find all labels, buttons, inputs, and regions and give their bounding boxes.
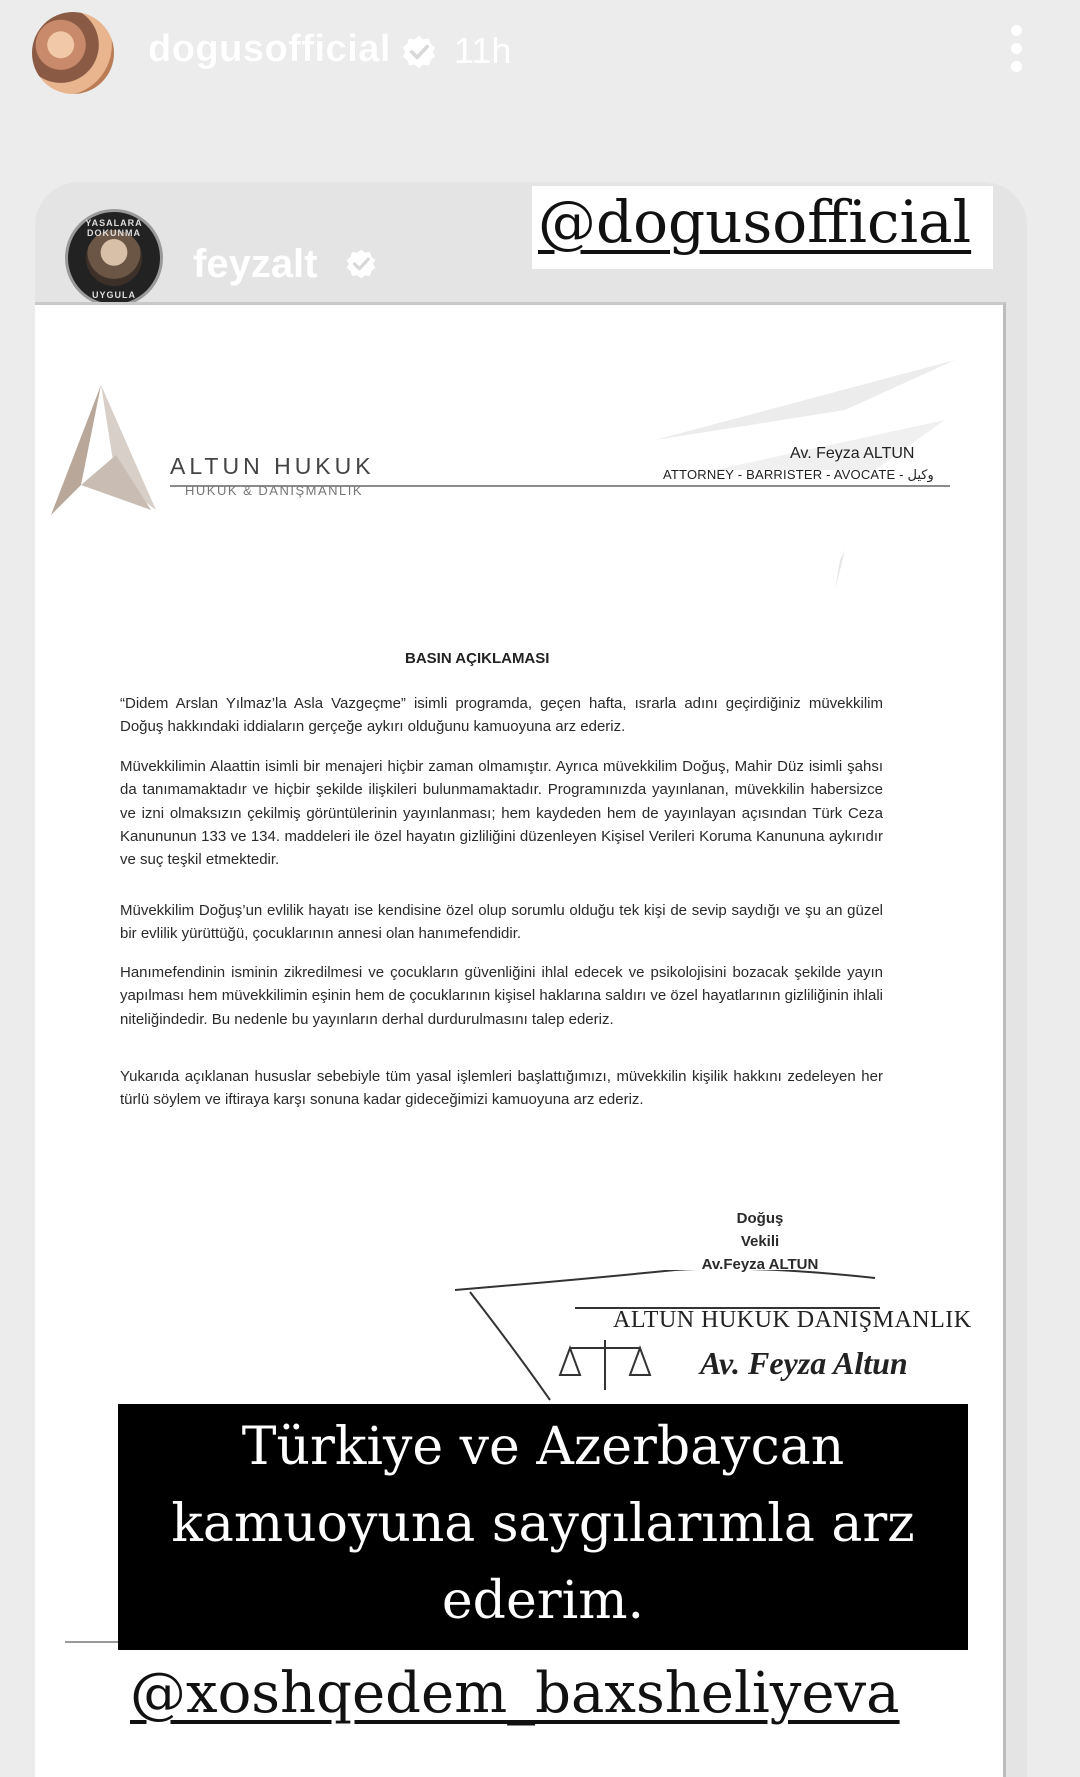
- firm-name: ALTUN HUKUK: [170, 453, 375, 479]
- mention-sticker-top[interactable]: @dogusofficial: [538, 188, 972, 256]
- firm-logo-icon: [41, 385, 161, 525]
- caption-line: Türkiye ve Azerbaycan: [241, 1417, 845, 1477]
- document-paragraph: Hanımefendinin isminin zikredilmesi ve çocukların güvenliğini ihlal edecek ve psikolojisini bozacak şekilde yayın yapılması hem müvekkilimin eşinin hem de çocuklarının kişisel haklarına saldırı ve özel hayatlarının gizliliğinin ihlali niteliğindedir. Bu nedenle bu yayınların derhal durdurulmasını talep ederiz.: [120, 964, 883, 1028]
- shared-post-username[interactable]: feyzalt: [193, 242, 318, 286]
- verified-badge-icon: [345, 248, 377, 280]
- caption-text-box: [118, 1404, 968, 1650]
- story-username[interactable]: dogusofficial: [148, 28, 391, 70]
- avatar-ring-text-top: YASALARA DOKUNMA: [85, 218, 143, 238]
- attorney-title: ATTORNEY - BARRISTER - AVOCATE - وکیل: [663, 467, 934, 482]
- shared-post-avatar[interactable]: [65, 209, 163, 307]
- profile-avatar[interactable]: [32, 12, 114, 94]
- stamp-firm-name: ALTUN HUKUK DANIŞMANLIK: [613, 1307, 972, 1333]
- document-paragraph: Müvekkilim Doğuş’un evlilik hayatı ise kendisine özel olup sorumlu olduğu tek kişi de sevip saydığı ve şu an güzel bir evlilik yürüttüğü, çocuklarının annesi olan hanımefendidir.: [120, 902, 883, 943]
- firm-subtitle: HUKUK & DANIŞMANLIK: [185, 483, 364, 498]
- document-paragraph: Yukarıda açıklanan hususlar sebebiyle tüm yasal işlemleri başlattığımızı, müvekkilin kişilik hakkını zedeleyen her türlü söylem ve iftiraya karşı sonuna kadar gideceğimizi kamuoyuna arz ederiz.: [120, 1068, 883, 1109]
- verified-badge-icon: [401, 34, 437, 70]
- attorney-name: Av. Feyza ALTUN: [790, 445, 915, 462]
- mention-sticker-bottom[interactable]: @xoshqedem_baxsheliyeva: [130, 1661, 900, 1726]
- signature-line: Av.Feyza ALTUN: [701, 1256, 819, 1273]
- signature-block: [675, 1207, 845, 1276]
- story-timestamp: 11h: [454, 30, 512, 71]
- signature-line: Vekili: [740, 1233, 780, 1250]
- document-paragraph: Müvekkilimin Alaattin isimli bir menajeri hiçbir zaman olmamıştır. Ayrıca müvekkilim Doğuş, Mahir Düz isimli şahsı da tanımamaktadır ve hiçbir şekilde ilişkileri bulunmamaktadır. Programınızda yayınlanan, müvekkilin habersizce ve izni olmaksızın çekilmiş görüntülerinin yayınlanması; hem kaydeden hem de yayınlayan açısından Türk Ceza Kanununun 133 ve 134. maddeleri ile özel hayatın gizliliğini düzenleyen Kişisel Verileri Koruma Kanununa aykırıdır ve suç teşkil etmektedir.: [120, 758, 883, 869]
- avatar-ring-text-bottom: UYGULA: [92, 290, 136, 300]
- document-title: BASIN AÇIKLAMASI: [405, 650, 550, 667]
- document-paragraph: “Didem Arslan Yılmaz’la Asla Vazgeçme” isimli programda, geçen hafta, ısrarla adını geçirdiğiniz müvekkilim Doğuş hakkındaki iddiaların gerçeğe aykırı olduğunu kamuoyuna arz ederiz.: [120, 695, 883, 736]
- handwritten-signature: Av. Feyza Altun: [700, 1345, 908, 1381]
- caption-line: ederim.: [441, 1571, 645, 1631]
- story-header: [0, 0, 1080, 110]
- stamp-scribble-icon: [455, 1270, 895, 1410]
- signature-line: Doğuş: [736, 1210, 784, 1227]
- more-options-icon[interactable]: [1008, 25, 1024, 73]
- caption-line: kamuoyuna saygılarımla arz: [171, 1494, 915, 1554]
